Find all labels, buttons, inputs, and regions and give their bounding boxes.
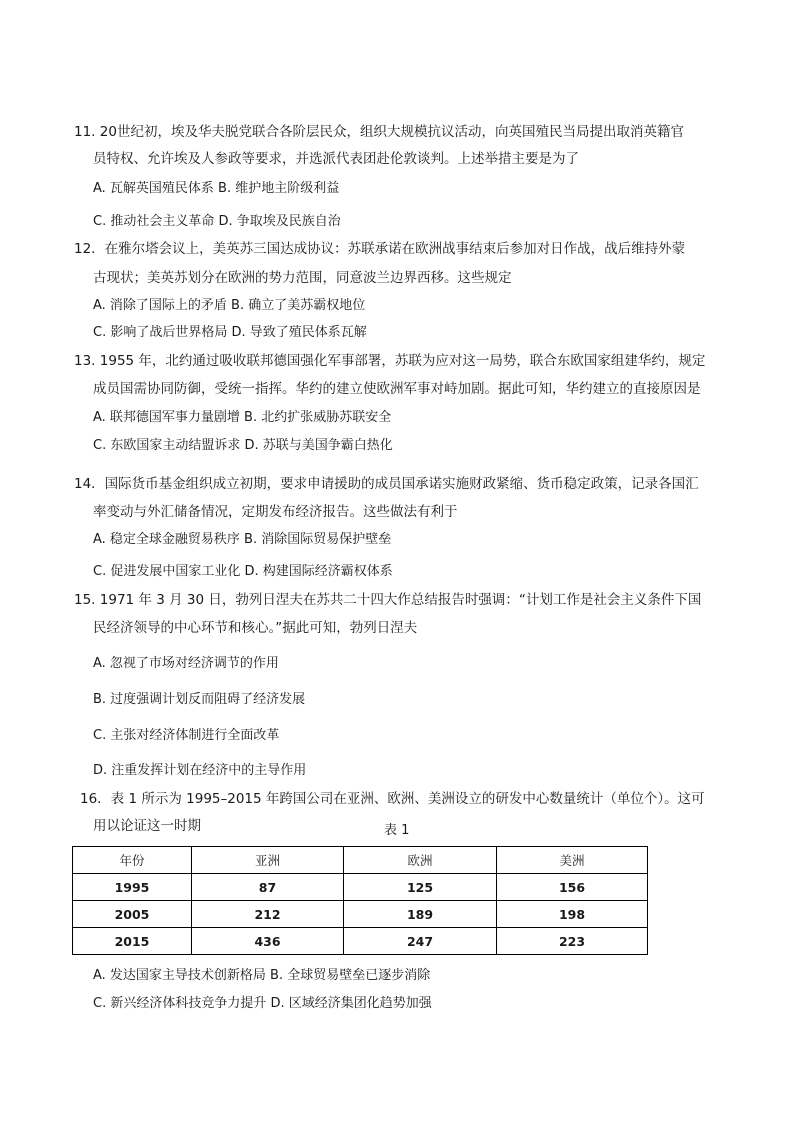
- question-14-option-cd: C. 促进发展中国家工业化 D. 构建国际经济霸权体系: [93, 564, 393, 579]
- question-16-option-cd: C. 新兴经济体科技竞争力提升 D. 区域经济集团化趋势加强: [93, 996, 432, 1011]
- question-14-line-1: 14．国际货币基金组织成立初期，要求申请援助的成员国承诺实施财政紧缩、货币稳定政策，记录各国汇: [74, 476, 699, 492]
- table-cell-asia: 87: [192, 874, 344, 901]
- question-15-option-a: A. 忽视了市场对经济调节的作用: [93, 656, 279, 671]
- question-15-option-b: B. 过度强调计划反而阻碍了经济发展: [93, 692, 306, 707]
- table-row: [73, 874, 648, 901]
- question-11-option-cd: C. 推动社会主义革命 D. 争取埃及民族自治: [93, 214, 341, 229]
- table-cell-year: 2015: [73, 928, 192, 955]
- table-row: [73, 928, 648, 955]
- table-header-row: [73, 847, 648, 874]
- question-15-line-2: 民经济领导的中心环节和核心。”据此可知，勃列日涅夫: [93, 620, 418, 636]
- table-cell-europe: 125: [344, 874, 497, 901]
- table-cell-asia: 212: [192, 901, 344, 928]
- table-cell-americas: 198: [497, 901, 648, 928]
- table-cell-asia: 436: [192, 928, 344, 955]
- table-header-europe: 欧洲: [344, 847, 497, 874]
- question-11-option-ab: A. 瓦解英国殖民体系 B. 维护地主阶级利益: [93, 181, 340, 196]
- question-15-option-d: D. 注重发挥计划在经济中的主导作用: [93, 763, 307, 778]
- question-15-option-c: C. 主张对经济体制进行全面改革: [93, 728, 280, 743]
- table-caption: 表 1: [384, 823, 410, 838]
- question-11-line-2: 员特权、允许埃及人参政等要求，并选派代表团赴伦敦谈判。上述举措主要是为了: [93, 151, 579, 167]
- question-12-option-ab: A. 消除了国际上的矛盾 B. 确立了美苏霸权地位: [93, 298, 366, 313]
- table-cell-europe: 189: [344, 901, 497, 928]
- question-15-line-1: 15. 1971 年 3 月 30 日，勃列日涅夫在苏共二十四大作总结报告时强调：“计划工作是社会主义条件下国: [74, 592, 702, 608]
- question-11-line-1: 11. 20世纪初，埃及华夫脱党联合各阶层民众，组织大规模抗议活动，向英国殖民当局提出取消英籍官: [74, 124, 684, 140]
- question-12-line-1: 12．在雅尔塔会议上，美英苏三国达成协议：苏联承诺在欧洲战事结束后参加对日作战，战后维持外蒙: [74, 241, 686, 257]
- question-13-option-cd: C. 东欧国家主动结盟诉求 D. 苏联与美国争霸白热化: [93, 438, 393, 453]
- table-cell-americas: 156: [497, 874, 648, 901]
- table-cell-europe: 247: [344, 928, 497, 955]
- question-16-line-1: 16．表 1 所示为 1995–2015 年跨国公司在亚洲、欧洲、美洲设立的研发中心数量统计（单位个）。这可: [80, 791, 705, 807]
- table-header-year: 年份: [73, 847, 192, 874]
- table-header-asia: 亚洲: [192, 847, 344, 874]
- question-14-option-ab: A. 稳定全球金融贸易秩序 B. 消除国际贸易保护壁垒: [93, 532, 392, 547]
- question-12-option-cd: C. 影响了战后世界格局 D. 导致了殖民体系瓦解: [93, 325, 367, 340]
- question-16-option-ab: A. 发达国家主导技术创新格局 B. 全球贸易壁垒已逐步消除: [93, 968, 431, 983]
- question-13-option-ab: A. 联邦德国军事力量剧增 B. 北约扩张威胁苏联安全: [93, 410, 392, 425]
- question-14-line-2: 率变动与外汇储备情况，定期发布经济报告。这些做法有利于: [93, 504, 458, 520]
- table-cell-year: 1995: [73, 874, 192, 901]
- question-16-line-2: 用以论证这一时期: [93, 818, 201, 834]
- question-12-line-2: 古现状；美英苏划分在欧洲的势力范围，同意波兰边界西移。这些规定: [93, 270, 512, 286]
- table-cell-americas: 223: [497, 928, 648, 955]
- table-cell-year: 2005: [73, 901, 192, 928]
- table-row: [73, 901, 648, 928]
- question-13-line-1: 13. 1955 年，北约通过吸收联邦德国强化军事部署，苏联为应对这一局势，联合东欧国家组建华约，规定: [74, 353, 706, 369]
- research-center-table: [72, 846, 648, 955]
- question-13-line-2: 成员国需协同防御，受统一指挥。华约的建立使欧洲军事对峙加剧。据此可知，华约建立的直接原因是: [93, 381, 701, 397]
- table-header-americas: 美洲: [497, 847, 648, 874]
